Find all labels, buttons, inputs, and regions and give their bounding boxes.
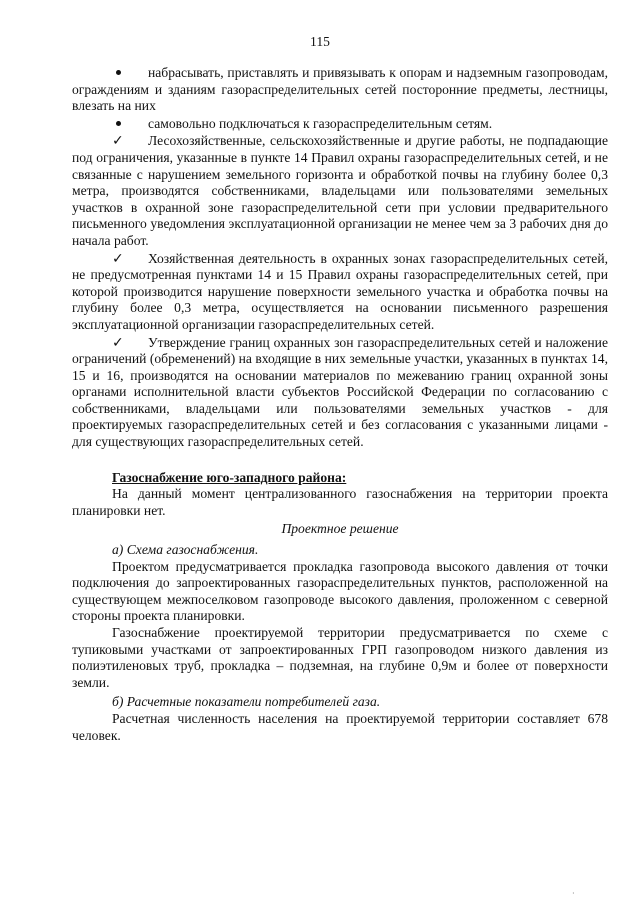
bullet-item <box>72 116 608 133</box>
checkmark-icon: ✓ <box>112 250 124 267</box>
checklist-text: Лесохозяйственные, сельскохозяйственные и другие работы, не подпадающие под ограничения, указанные в пункте 14 Правил охраны газораспределительных сетей, и не связанные с нарушением земельного горизонта и обработкой почвы на глубину более 0,3 метра, производятся собственниками, владельцами или пользователями земельных участков в охранной зоне газораспределительной сети при условии предварительного письменного уведомления эксплуатационной организации не менее чем за 3 рабочих дня до начала работ. <box>72 133 608 248</box>
bullet-item <box>72 65 608 115</box>
paragraph-b1: Расчетная численность населения на проектируемой территории составляет 678 человек. <box>72 710 608 743</box>
bullet-marker <box>112 116 148 133</box>
bullet-text: самовольно подключаться к газораспределительным сетям. <box>148 115 493 131</box>
document-body <box>72 64 608 744</box>
bullet-dot-icon <box>116 70 121 75</box>
intro-paragraph: На данный момент централизованного газоснабжения на территории проекта планировки нет. <box>72 486 608 518</box>
checklist-text: Утверждение границ охранных зон газораспределительных сетей и наложение ограничений (обременений) на входящие в них земельные участки, указанных в пунктах 14, 15 и 16, производятся на основании материалов по межеванию границ охранной зоны органами исполнительной власти субъектов Российской Федерации по согласованию с собственниками, владельцами или пользователями земельных участков - для проектируемых газораспределительных сетей и без согласования с указанными лицами - для существующих газораспределительных сетей. <box>72 334 608 450</box>
checklist-item <box>72 251 608 334</box>
bullet-dot-icon <box>116 121 121 126</box>
paragraph-a1: Проектом предусматривается прокладка газопровода высокого давления от точки подключения до запроектированных газораспределительных пунктов, расположенной на существующем межпоселковом газопроводе высокого давления, проложенном с северной стороны проекта планировки. <box>72 558 608 624</box>
section-heading: Газоснабжение юго-западного района: <box>112 469 347 485</box>
subsection-b-heading: б) Расчетные показатели потребителей газа. <box>112 694 381 710</box>
bullet-text: набрасывать, приставлять и привязывать к опорам и надземным газопроводам, ограждениям и зданиям газораспределительных сетей посторонние предметы, лестницы, влезать на них <box>72 65 608 114</box>
paragraph-a2: Газоснабжение проектируемой территории предусматривается по схеме с тупиковыми участками от запроектированных ГРП газопроводом низкого давления из полиэтиленовых труб, прокладка – подземная, на глубине 0,9м и более от поверхности земли. <box>72 625 608 690</box>
checklist-text: Хозяйственная деятельность в охранных зонах газораспределительных сетей, не предусмотренная пунктами 14 и 15 Правил охраны газораспределительных сетей, при которой производится нарушение поверхности земельного участка и обработка почвы на глубину более 0,3 метра, осуществляется на основании письменного разрешения эксплуатационной организации газораспределительных сетей. <box>72 250 608 332</box>
project-solution-title: Проектное решение <box>281 521 399 537</box>
checkmark-icon: ✓ <box>112 133 124 150</box>
checklist-item <box>72 335 608 451</box>
scan-mark: · <box>572 889 575 898</box>
checklist-item <box>72 133 608 249</box>
checkmark-icon: ✓ <box>112 334 124 351</box>
subsection-a-heading: а) Схема газоснабжения. <box>112 542 259 558</box>
page-number: 115 <box>310 34 330 49</box>
bullet-marker <box>112 65 148 82</box>
